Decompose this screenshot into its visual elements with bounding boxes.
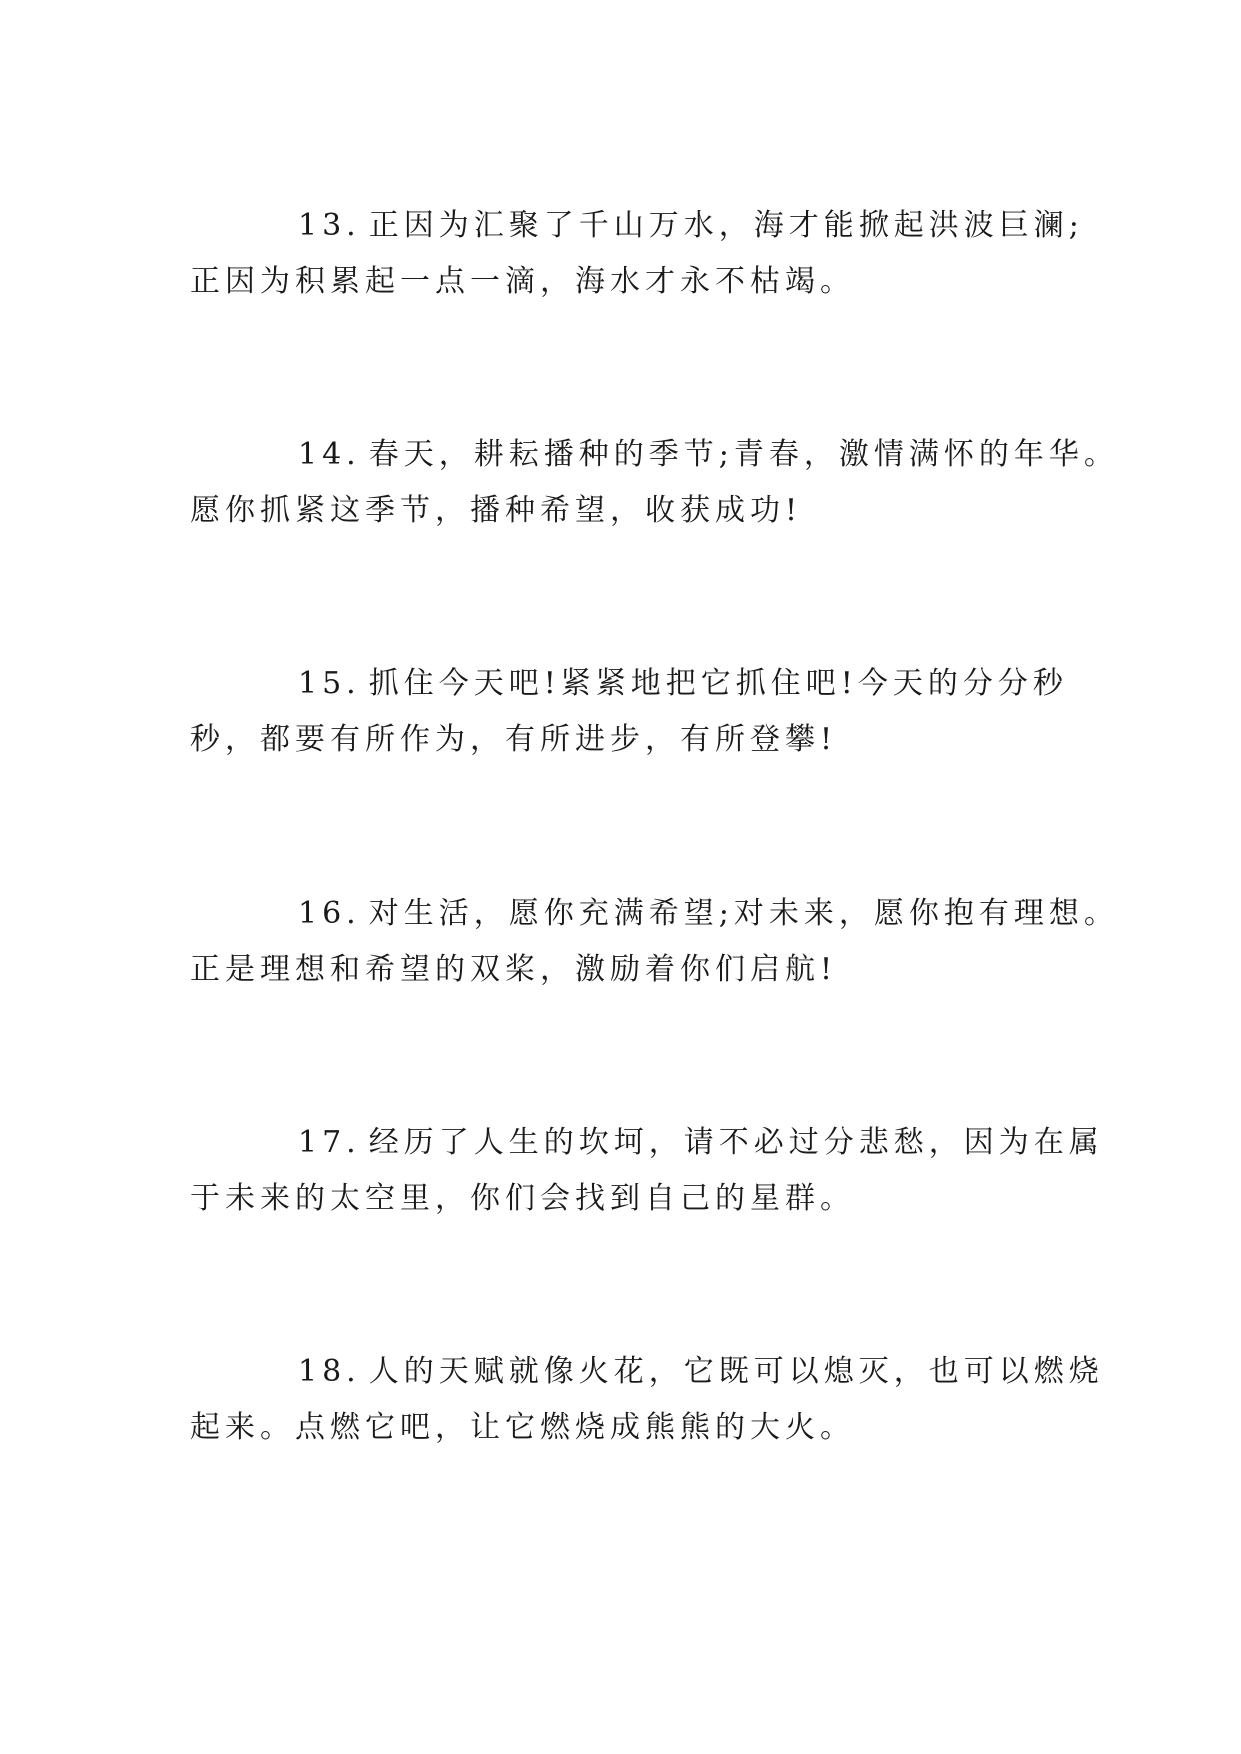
paragraph-text: 对生活，愿你充满希望;对未来，愿你抱有理想。	[368, 896, 1119, 931]
paragraph-line	[190, 198, 1084, 254]
paragraph-number: 18.	[298, 1354, 361, 1389]
paragraph-text: 抓住今天吧!紧紧地把它抓住吧!今天的分分秒	[368, 666, 1068, 701]
paragraph-15	[190, 656, 1068, 768]
paragraph-line: 于未来的太空里，你们会找到自己的星群。	[190, 1181, 855, 1216]
paragraph-line	[190, 427, 1119, 483]
paragraph-18	[190, 1344, 1104, 1456]
paragraph-number: 17.	[298, 1125, 361, 1160]
paragraph-line	[190, 1344, 1104, 1400]
paragraph-line	[190, 1115, 1104, 1171]
paragraph-text: 春天，耕耘播种的季节;青春，激情满怀的年华。	[368, 437, 1119, 472]
paragraph-line	[190, 886, 1119, 942]
paragraph-line: 愿你抓紧这季节，播种希望，收获成功!	[190, 493, 803, 528]
paragraph-text: 正因为汇聚了千山万水，海才能掀起洪波巨澜;	[368, 208, 1084, 243]
paragraph-line: 正因为积累起一点一滴，海水才永不枯竭。	[190, 264, 855, 299]
paragraph-number: 14.	[298, 437, 361, 472]
paragraph-line: 秒，都要有所作为，有所进步，有所登攀!	[190, 722, 838, 757]
paragraph-text: 经历了人生的坎坷，请不必过分悲愁，因为在属	[368, 1125, 1104, 1160]
paragraph-13	[190, 198, 1084, 310]
paragraph-number: 13.	[298, 208, 361, 243]
paragraph-text: 人的天赋就像火花，它既可以熄灭，也可以燃烧	[368, 1354, 1104, 1389]
paragraph-14	[190, 427, 1119, 539]
paragraph-number: 15.	[298, 666, 361, 701]
paragraph-line: 起来。点燃它吧，让它燃烧成熊熊的大火。	[190, 1410, 855, 1445]
paragraph-line	[190, 656, 1068, 712]
paragraph-17	[190, 1115, 1104, 1227]
paragraph-number: 16.	[298, 896, 361, 931]
paragraph-16	[190, 886, 1119, 998]
paragraph-line: 正是理想和希望的双桨，激励着你们启航!	[190, 952, 838, 987]
